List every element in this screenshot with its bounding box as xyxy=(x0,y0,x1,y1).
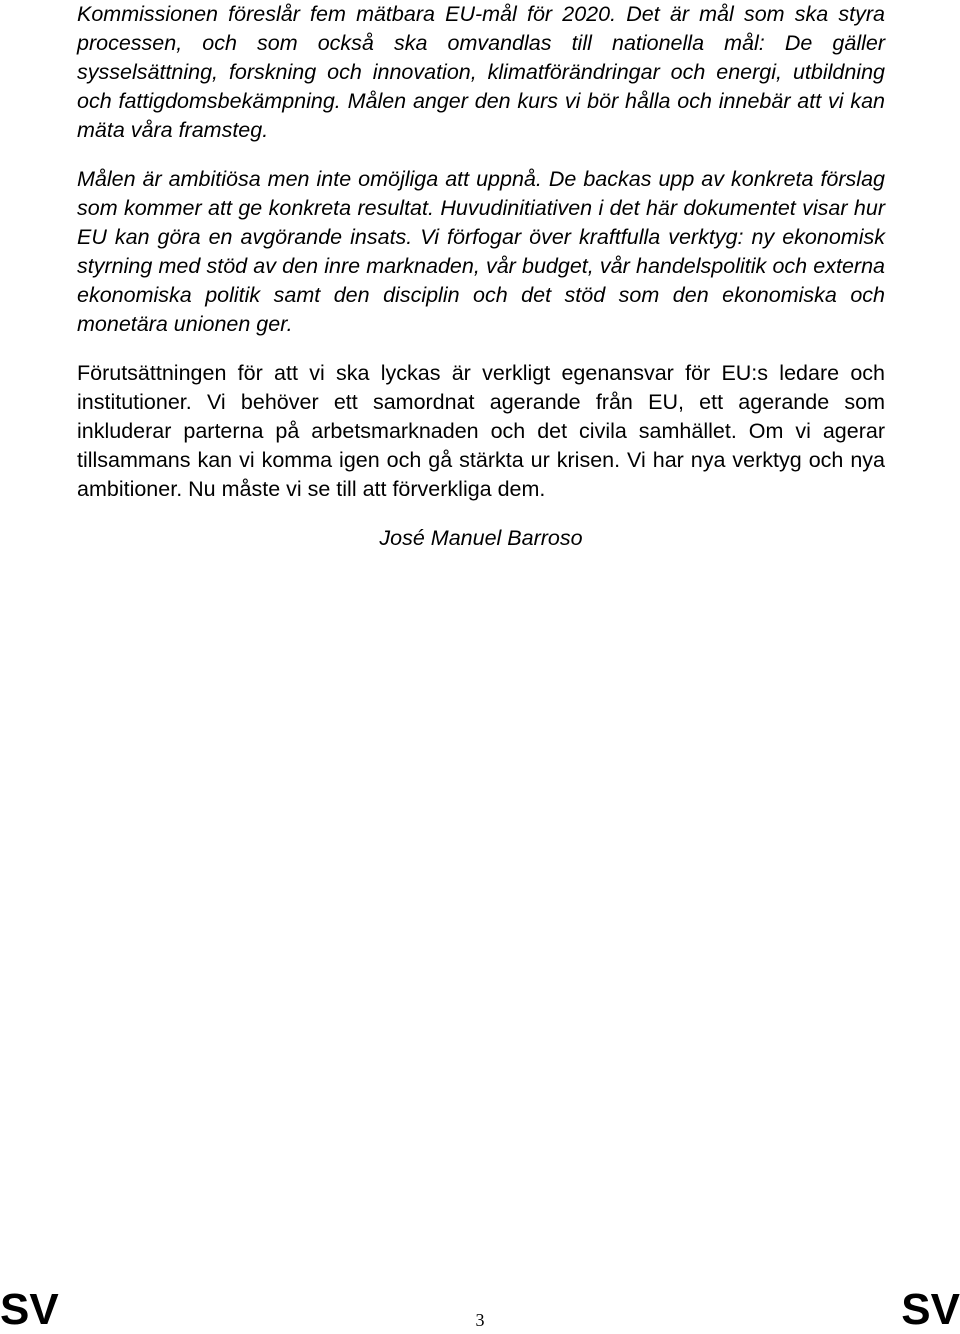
page-number: 3 xyxy=(475,1310,485,1330)
paragraph-ownership: Förutsättningen för att vi ska lyckas är verkligt egenansvar för EU:s ledare och institutioner. Vi behöver ett samordnat agerande från EU, ett agerande som inkluderar parterna på arbetsmarknaden och det civila samhället. Om vi agerar tillsammans kan vi komma igen och gå stärkta ur krisen. Vi har nya verktyg och nya ambitioner. Nu måste vi se till att förverkliga dem. xyxy=(77,361,885,501)
signature: José Manuel Barroso xyxy=(379,526,583,550)
footer-language-right: SV xyxy=(901,1285,960,1334)
paragraph-ambitions: Målen är ambitiösa men inte omöjliga att uppnå. De backas upp av konkreta förslag som kommer att ge konkreta resultat. Huvudinitiativen i det här dokumentet visar hur EU kan göra en avgörande insats. Vi förfogar över kraftfulla verktyg: ny ekonomisk styrning med stöd av den inre marknaden, vår budget, vår handelspolitik och externa ekonomiska politik samt den disciplin och det stöd som den ekonomiska och monetära unionen ger. xyxy=(77,167,885,336)
footer-language-left: SV xyxy=(0,1285,59,1334)
paragraph-targets: Kommissionen föreslår fem mätbara EU-mål för 2020. Det är mål som ska styra processen, och som också ska omvandlas till nationella mål: De gäller sysselsättning, forskning och innovation, klimatförändringar och energi, utbildning och fattigdomsbekämpning. Målen anger den kurs vi bör hålla och innebär att vi kan mäta våra framsteg. xyxy=(77,2,885,142)
document-body xyxy=(77,0,885,553)
